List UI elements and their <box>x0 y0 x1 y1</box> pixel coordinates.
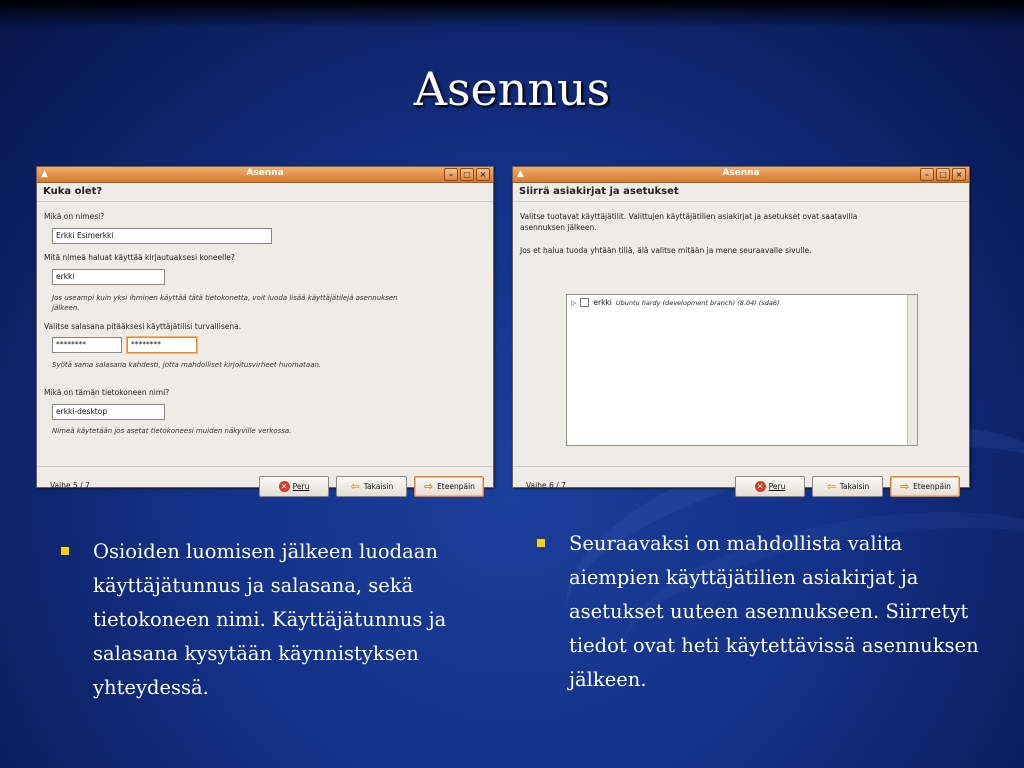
accounts-list[interactable] <box>566 294 918 446</box>
bullet-text: Seuraavaksi on mahdollista valita aiempien käyttäjätilien asiakirjat ja asetukset uuteen asennukseen. Siirretyt tiedot ovat heti käytettävissä asennuksen jälkeen. <box>569 532 979 691</box>
top-band <box>0 0 1024 28</box>
back-button[interactable] <box>336 476 407 497</box>
window-title: Asenna <box>722 168 760 178</box>
bullet-marker <box>61 547 69 555</box>
page-heading: Kuka olet? <box>37 186 493 202</box>
forward-button[interactable] <box>414 476 484 497</box>
arrow-right-icon: ⇨ <box>899 480 910 493</box>
close-icon[interactable]: × <box>952 168 966 181</box>
intro-skip-text: Jos et halua tuoda yhtään tiliä, älä valitse mitään ja mene seuraavalle sivulle. <box>520 246 812 255</box>
back-label: Takaisin <box>363 482 394 491</box>
intro-text: Valitse tuotavat käyttäjätilit. Valittujen käyttäjätilien asiakirjat ja asetukset ovat saatavilla <box>520 212 858 221</box>
window-titlebar[interactable] <box>37 167 493 183</box>
close-icon[interactable]: × <box>476 168 490 181</box>
installer-icon[interactable]: ▲ <box>41 169 48 179</box>
forward-label: Eteenpäin <box>913 482 951 491</box>
page-heading: Siirrä asiakirjat ja asetukset <box>513 186 969 202</box>
login-note-cont: jälkeen. <box>52 304 80 312</box>
name-label: Mikä on nimesi? <box>44 212 105 221</box>
bullet-marker <box>537 539 545 547</box>
account-desc: Ubuntu hardy (development branch) (8.04) (sda6) <box>615 298 780 307</box>
installer-window-migrate <box>512 166 970 493</box>
installer-icon[interactable]: ▲ <box>517 169 524 179</box>
installer-window-who-are-you <box>36 166 494 493</box>
list-item[interactable] <box>571 298 780 307</box>
cancel-icon: ✕ <box>279 481 290 492</box>
minimize-icon[interactable]: – <box>920 168 934 181</box>
password-field[interactable]: ******** <box>52 337 122 353</box>
arrow-left-icon: ⇦ <box>826 480 836 493</box>
window-titlebar[interactable] <box>513 167 969 183</box>
hostname-label: Mikä on tämän tietokoneen nimi? <box>44 388 170 397</box>
bullet-text: Osioiden luomisen jälkeen luodaan käyttäjätunnus ja salasana, sekä tietokoneen nimi. Käyttäjätunnus ja salasana kysytään käynnistyksen yhteydessä. <box>93 540 447 699</box>
hostname-note: Nimeä käytetään jos asetat tietokoneesi muiden näkyville verkossa. <box>52 427 292 435</box>
slide-title: Asennus <box>413 62 611 116</box>
intro-text-cont: asennuksen jälkeen. <box>520 223 597 232</box>
arrow-left-icon: ⇦ <box>350 480 360 493</box>
account-checkbox[interactable] <box>580 298 589 307</box>
step-indicator: Vaihe 5 / 7 <box>50 481 90 490</box>
login-note: Jos useampi kuin yksi ihminen käyttää tätä tietokonetta, voit luoda lisää käyttäjätilejä asennuksen <box>52 294 398 302</box>
login-label: Mitä nimeä haluat käyttää kirjautuaksesi koneelle? <box>44 253 235 262</box>
expander-icon[interactable]: ▷ <box>571 298 577 307</box>
bullet-right <box>569 527 989 697</box>
forward-label: Eteenpäin <box>437 482 475 491</box>
login-name-field[interactable]: erkki <box>52 269 165 285</box>
divider <box>37 466 493 467</box>
minimize-icon[interactable]: – <box>444 168 458 181</box>
maximize-icon[interactable]: □ <box>460 168 474 181</box>
full-name-field[interactable]: Erkki Esimerkki <box>52 228 272 244</box>
account-name: erkki <box>593 298 612 307</box>
password-note: Syötä sama salasana kahdesti, jotta mahdolliset kirjoitusvirheet huomataan. <box>52 361 322 369</box>
step-indicator: Vaihe 6 / 7 <box>526 481 566 490</box>
back-button[interactable] <box>812 476 883 497</box>
window-title: Asenna <box>246 168 284 178</box>
arrow-right-icon: ⇨ <box>423 480 434 493</box>
bullet-left <box>93 535 513 705</box>
cancel-button[interactable] <box>259 476 329 497</box>
hostname-field[interactable]: erkki-desktop <box>52 404 165 420</box>
back-label: Takaisin <box>839 482 870 491</box>
divider <box>513 466 969 467</box>
password-confirm-field[interactable]: ******** <box>127 337 197 353</box>
cancel-label: Peru <box>292 482 310 491</box>
cancel-button[interactable] <box>735 476 805 497</box>
forward-button[interactable] <box>890 476 960 497</box>
password-label: Valitse salasana pitääksesi käyttäjätilisi turvallisena. <box>44 322 242 331</box>
cancel-icon: ✕ <box>755 481 766 492</box>
cancel-label: Peru <box>768 482 786 491</box>
scrollbar[interactable] <box>907 295 917 445</box>
maximize-icon[interactable]: □ <box>936 168 950 181</box>
